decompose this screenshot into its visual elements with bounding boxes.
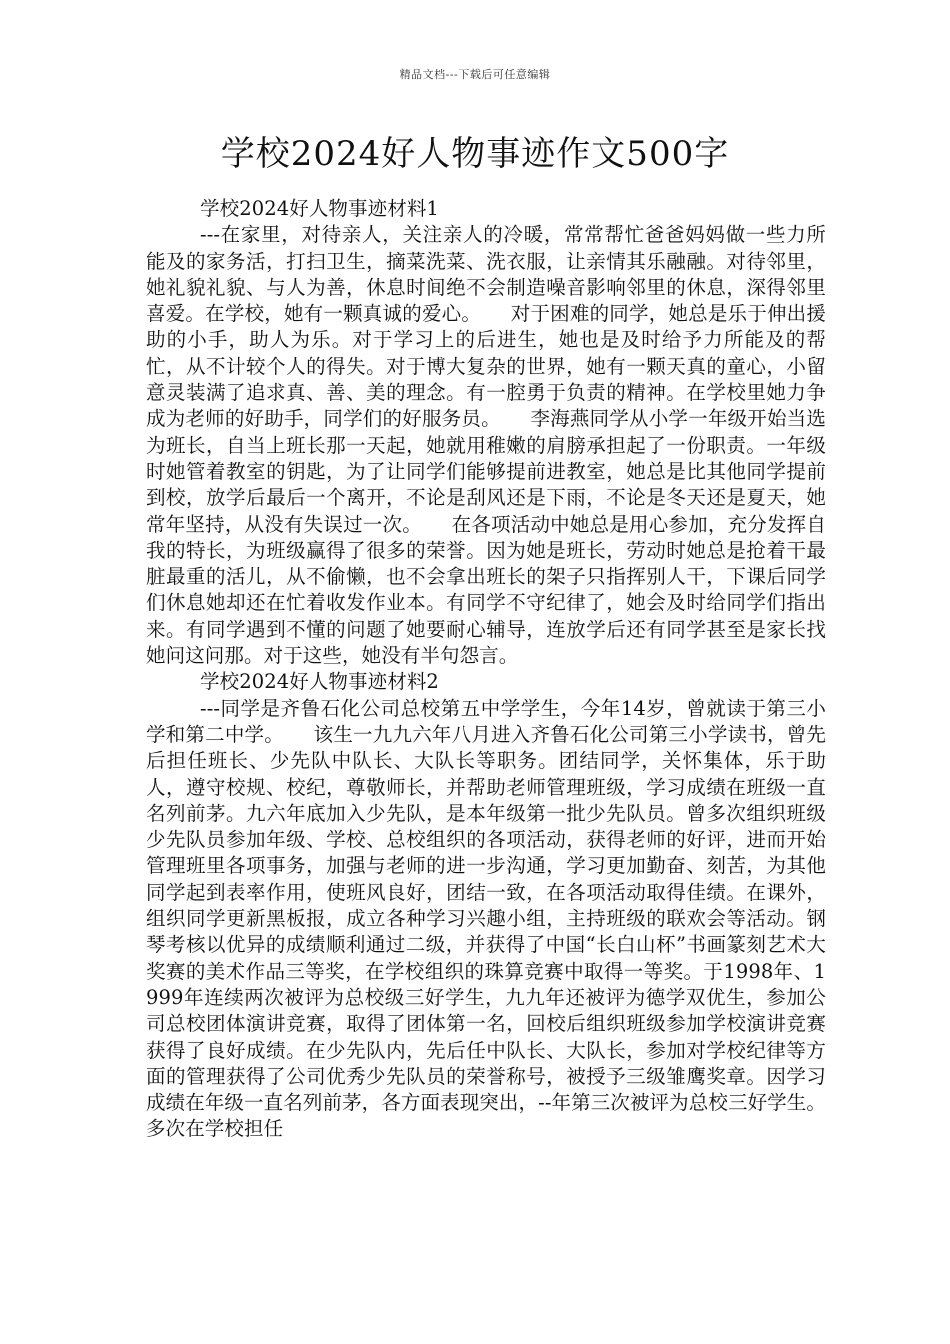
section-1 <box>146 196 826 669</box>
section-heading: 学校2024好人物事迹材料2 <box>200 670 439 694</box>
section-heading: 学校2024好人物事迹材料1 <box>200 197 439 220</box>
section-paragraph: ---同学是齐鲁石化公司总校第五中学学生，今年14岁，曾就读于第三小学和第二中学。 该生一九九六年八月进入齐鲁石化公司第三小学读书，曾先后担任班长、少先队中队长、大队长等职务。团结同学，关怀集体，乐于助人，遵守校规、校纪，尊敬师长，并帮助老师管理班级，学习成绩在班级一直名列前茅。九六年底加入少先队，是本年级第一批少先队员。曾多次组织班级少先队员参加年级、学校、总校组织的各项活动，获得老师的好评，进而开始管理班里各项事务，加强与老师的进一步沟通，学习更加勤奋、刻苦，为其他同学起到表率作用，使班风良好，团结一致，在各项活动取得佳绩。在课外，组织同学更新黑板报，成立各种学习兴趣小组，主持班级的联欢会等活动。钢琴考核以优异的成绩顺利通过二级，并获得了中国“长白山杯”书画篆刻艺术大奖赛的美术作品三等奖，在学校组织的珠算竞赛中取得一等奖。于1998年、1999年连续两次被评为总校级三好学生，九九年还被评为德学双优生，参加公司总校团体演讲竞赛，取得了团体第一名，回校后组织班级参加学校演讲竞赛获得了良好成绩。在少先队内，先后任中队长、大队长，参加对学校纪律等方面的管理获得了公司优秀少先队员的荣誉称号，被授予三级雏鹰奖章。因学习成绩在年级一直名列前茅，各方面表现突出，--年第三次被评为总校三好学生。多次在学校担任 <box>146 696 826 1141</box>
document-body <box>146 196 826 1143</box>
page-header-note: 精品文档---下载后可任意编辑 <box>399 68 551 81</box>
document-title: 学校2024好人物事迹作文500字 <box>220 134 730 174</box>
section-paragraph: ---在家里，对待亲人，关注亲人的冷暖，常常帮忙爸爸妈妈做一些力所能及的家务活，打扫卫生，摘菜洗菜、洗衣服，让亲情其乐融融。对待邻里，她礼貌礼貌、与人为善，休息时间绝不会制造噪音影响邻里的休息，深得邻里喜爱。在学校，她有一颗真诚的爱心。 对于困难的同学，她总是乐于伸出援助的小手，助人为乐。对于学习上的后进生，她也是及时给予力所能及的帮忙，从不计较个人的得失。对于博大复杂的世界，她有一颗天真的童心，小留意灵装满了追求真、善、美的理念。有一腔勇于负责的精神。在学校里她力争成为老师的好助手，同学们的好服务员。 李海燕同学从小学一年级开始当选为班长，自当上班长那一天起，她就用稚嫩的肩膀承担起了一份职责。一年级时她管着教室的钥匙，为了让同学们能够提前进教室，她总是比其他同学提前到校，放学后最后一个离开，不论是刮风还是下雨，不论是冬天还是夏天，她常年坚持，从没有失误过一次。 在各项活动中她总是用心参加，充分发挥自我的特长，为班级赢得了很多的荣誉。因为她是班长，劳动时她总是抢着干最脏最重的活儿，从不偷懒，也不会拿出班长的架子只指挥别人干，下课后同学们休息她却还在忙着收发作业本。有同学不守纪律了，她会及时给同学们指出来。有同学遇到不懂的问题了她要耐心辅导，连放学后还有同学甚至是家长找她问这问那。对于这些，她没有半句怨言。 <box>146 223 826 668</box>
section-2 <box>146 669 826 1142</box>
